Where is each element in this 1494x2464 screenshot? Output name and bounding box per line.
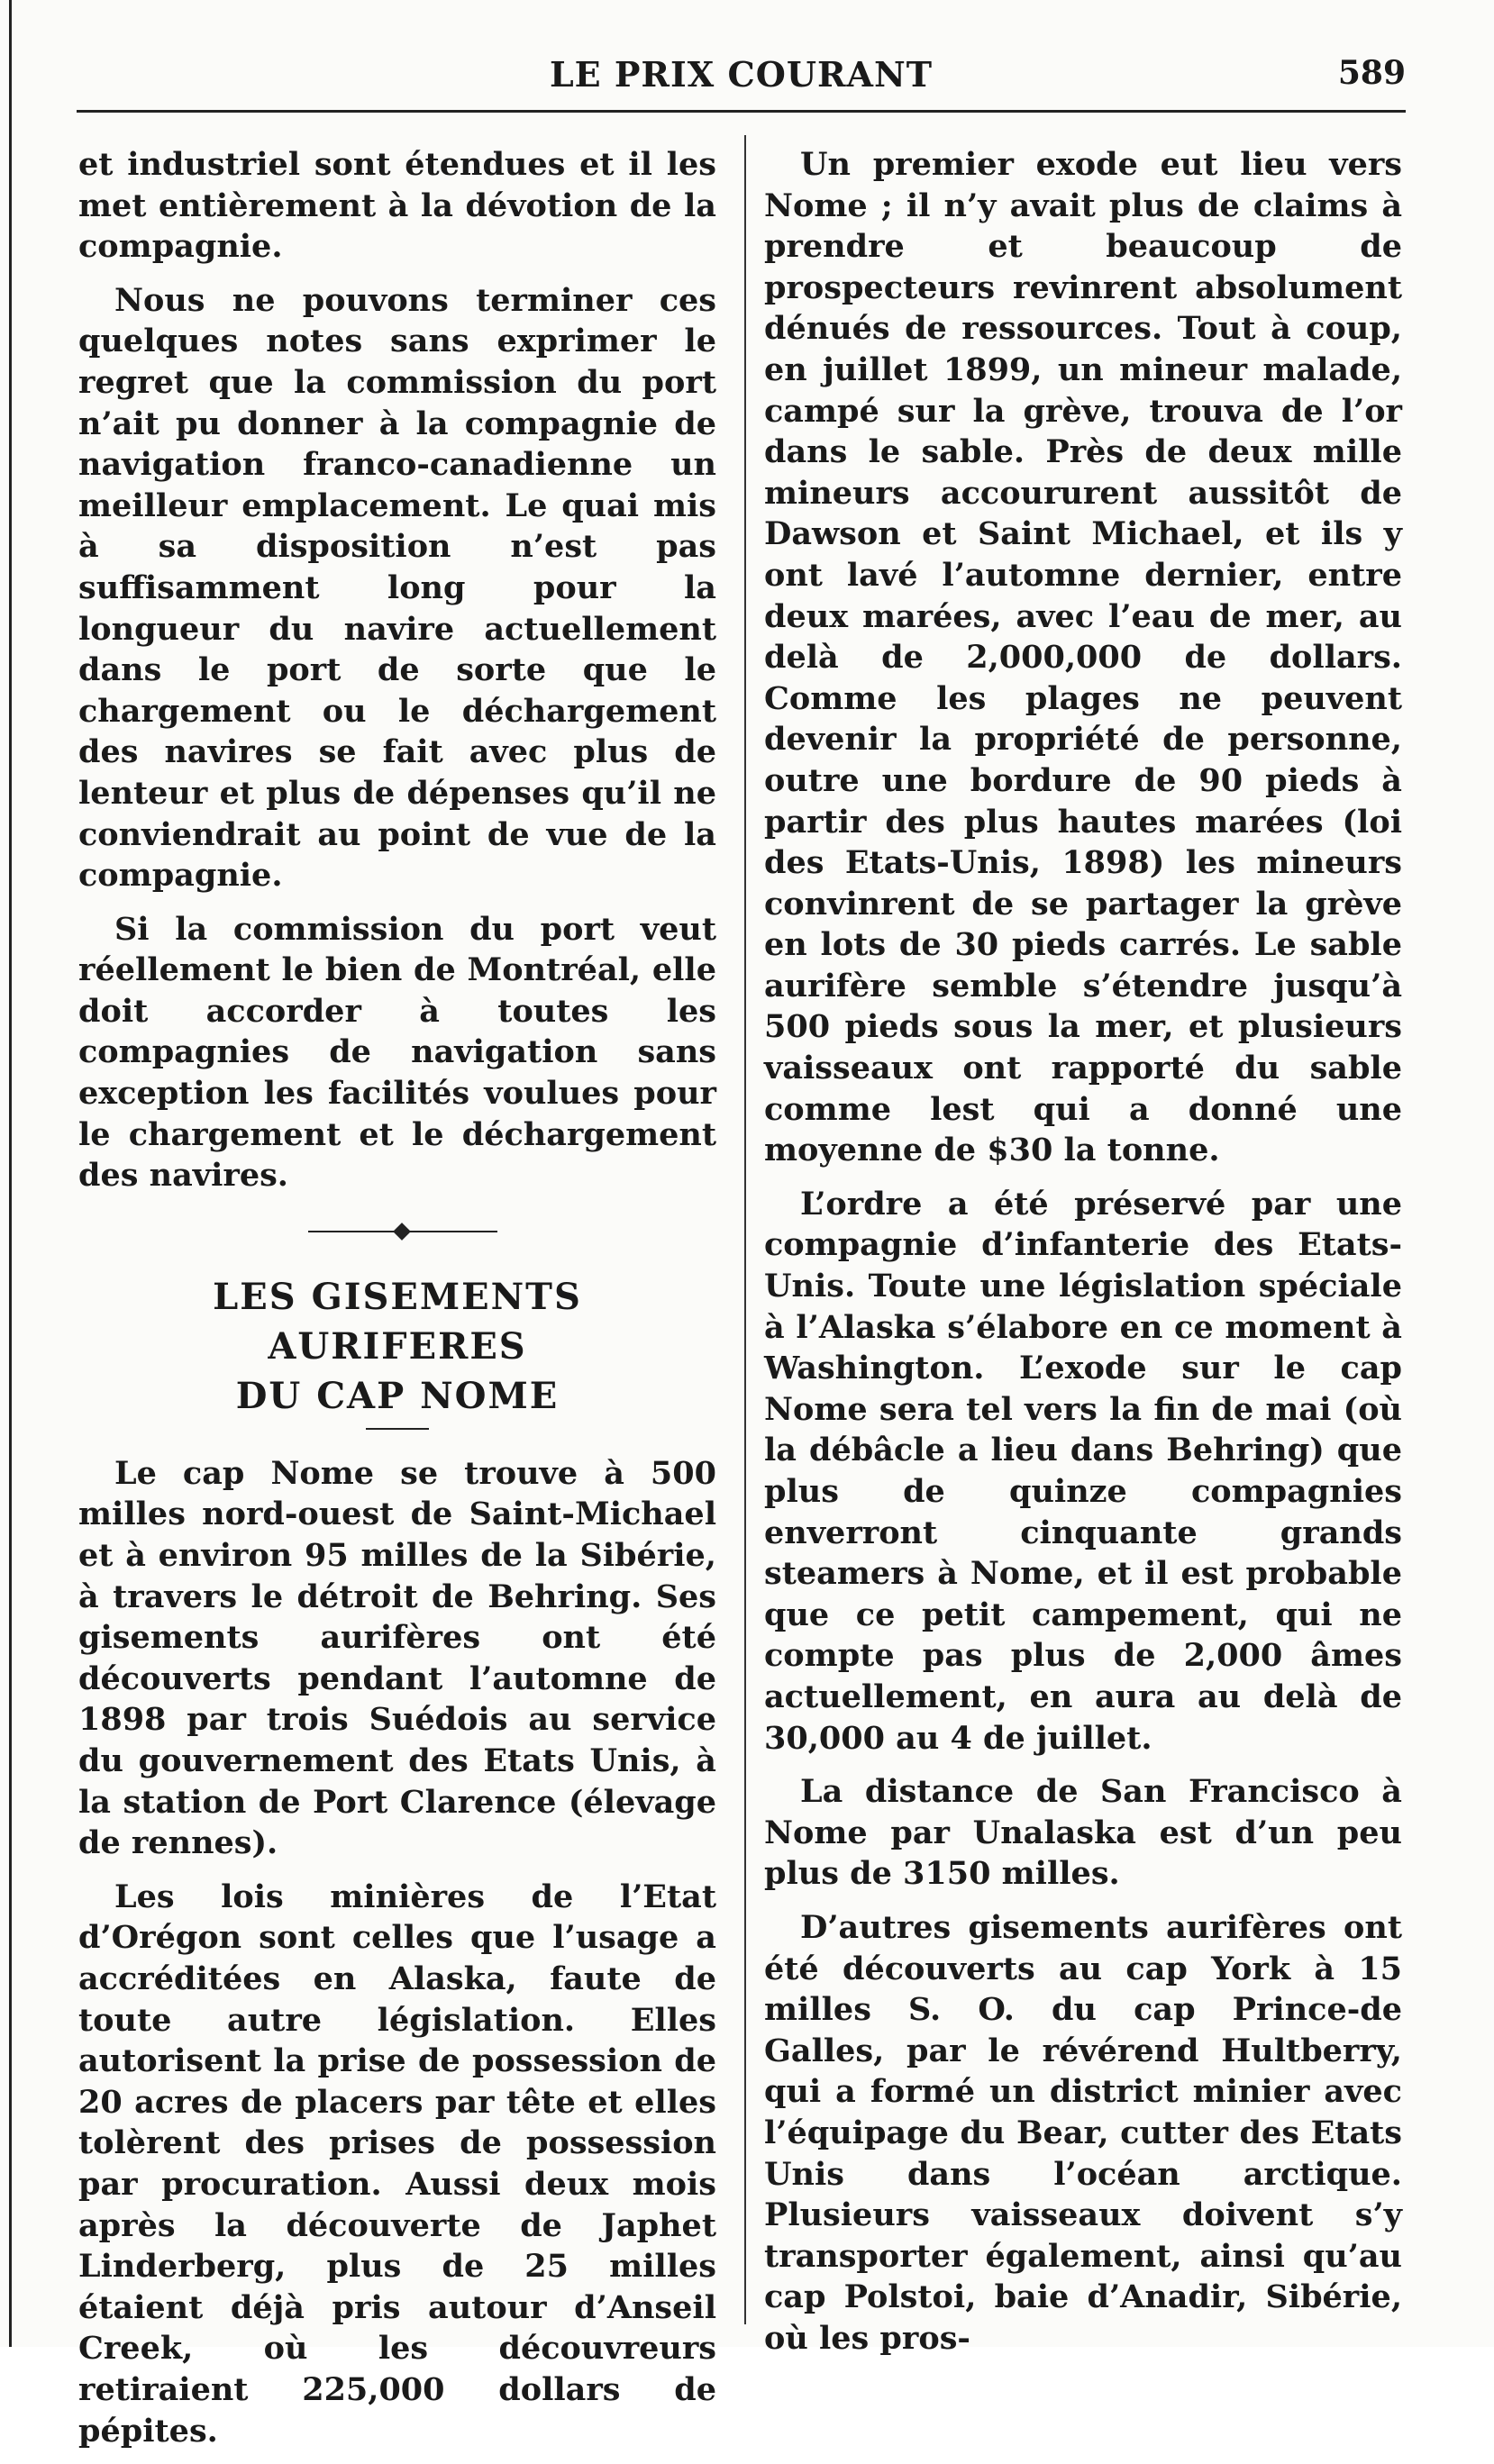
paragraph: Nous ne pouvons terminer ces quelques notes sans exprimer le regret que la commission du port n’ait pu donner à la compagnie de navigation franco-canadienne un meilleur emplacement. Le quai mis à sa disposition n’est pas suffisamment long pour la longueur du navire actuellement dans le port de sorte que le chargement ou le déchargement des navires se fait avec plus de lenteur et plus de dépenses qu’il ne conviendrait au point de vue de la compagnie. [78,281,716,895]
paragraph: et industriel sont étendues et il les met entièrement à la dévotion de la compagnie. [78,146,716,266]
page-header [77,54,1406,108]
title-underline-rule [366,1428,429,1430]
paragraph: Un premier exode eut lieu vers Nome ; il n’y avait plus de claims à prendre et beaucoup de prospecteurs revinrent absolument dénués de ressources. Tout à coup, en juillet 1899, un mineur malade, campé sur la grève, trouva de l’or dans le sable. Près de deux mille mineurs accoururent aussitôt de Dawson et Saint Michael, et ils y ont lavé l’automne dernier, entre deux marées, avec l’eau de mer, au delà de 2,000,000 de dollars. Comme les plages ne peuvent devenir la propriété de personne, outre une bordure de 90 pieds à partir des plus hautes marées (loi des Etats-Unis, 1898) les mineurs convinrent de se partager la grève en lots de 30 pieds carrés. Le sable aurifère semble s’étendre jusqu’à 500 pieds sous la mer, et plusieurs vaisseaux ont rapporté du sable comme lest qui a donné une moyenne de $30 la tonne. [764,146,1402,1169]
running-title: LE PRIX COURANT [549,54,934,95]
paragraph: L’ordre a été préservé par une compagnie d’infanterie des Etats-Unis. Toute une législation spéciale à l’Alaska s’élabore en ce moment à Washington. L’exode sur le cap Nome sera tel vers la fin de mai (où la débâcle a lieu dans Behring) que plus de quinze compagnies enverront cinquante grands steamers à Nome, et il est probable que ce petit campement, qui ne compte pas plus de 2,000 âmes actuellement, en aura au delà de 30,000 au 4 de juillet. [764,1185,1402,1757]
section-title-line: DU CAP NOME [235,1374,560,1417]
page-number: 589 [1337,54,1406,92]
section-separator-ornament [78,1209,716,1254]
paragraph: Le cap Nome se trouve à 500 milles nord-ouest de Saint-Michael et à environ 95 milles de la Sibérie, à travers le détroit de Behring. Ses gisements aurifères ont été découverts pendant l’automne de 1898 par trois Suédois au service du gouvernement des Etats Unis, à la station de Port Clarence (élevage de rennes). [78,1454,716,1862]
section-title [78,1272,716,1421]
right-column [764,144,1402,2371]
left-column [78,144,716,2464]
paragraph: La distance de San Francisco à Nome par Unalaska est d’un peu plus de 3150 milles. [764,1773,1402,1893]
paragraph: Si la commission du port veut réellement le bien de Montréal, elle doit accorder à toutes les compagnies de navigation sans exception les facilités voulues pour le chargement et le déchargement des navires. [78,910,716,1195]
paragraph: D’autres gisements aurifères ont été découverts au cap York à 15 milles S. O. du cap Prince-de Galles, par le révérend Hultberry, qui a formé un district minier avec l’équipage du Bear, cutter des Etats Unis dans l’océan arctique. Plusieurs vaisseaux doivent s’y transporter également, ainsi qu’au cap Polstoi, baie d’Anadir, Sibérie, où les pros- [764,1908,1402,2357]
left-margin-rule [9,0,12,2347]
paragraph: Les lois minières de l’Etat d’Orégon sont celles que l’usage a accréditées en Alaska, faute de toute autre législation. Elles autorisent la prise de possession de 20 acres de placers par tête et elles tolèrent des prises de possession par procuration. Aussi deux mois après la découverte de Japhet Linderberg, plus de 25 milles étaient déjà pris autour d’Anseil Creek, où les découvreurs retiraient 225,000 dollars de pépites. [78,1878,716,2450]
header-rule [77,110,1406,113]
column-divider [744,135,746,2324]
section-title-line: LES GISEMENTS AURIFERES [213,1275,582,1368]
